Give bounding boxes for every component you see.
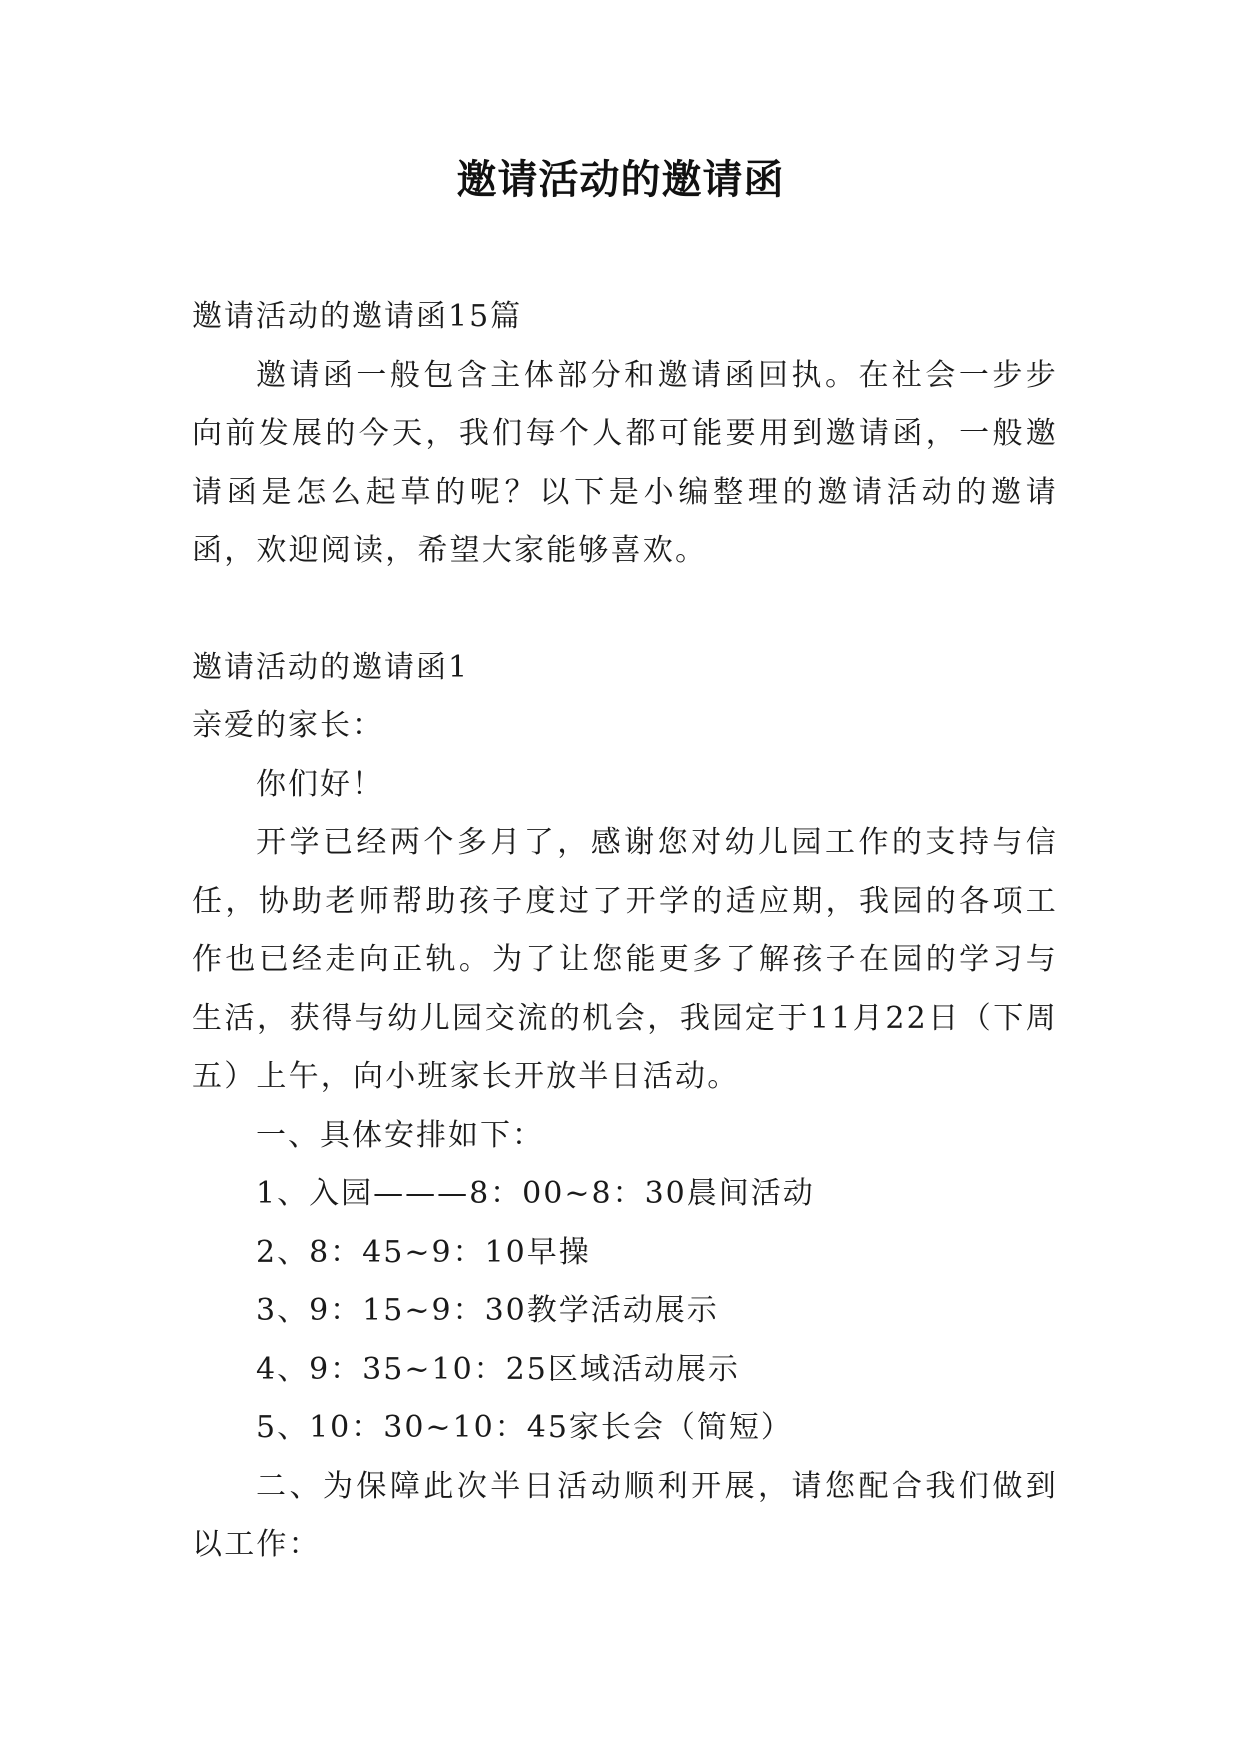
schedule-list xyxy=(192,1165,1058,1458)
schedule-item: 5、10：30~10：45家长会（简短） xyxy=(256,1410,793,1445)
schedule-item: 4、9：35~10：25区域活动展示 xyxy=(256,1351,740,1387)
section-heading: 邀请活动的邀请函1 xyxy=(192,649,470,685)
schedule-item: 3、9：15~9：30教学活动展示 xyxy=(256,1293,719,1328)
salutation: 亲爱的家长： xyxy=(192,708,384,743)
document-title: 邀请活动的邀请函 xyxy=(456,157,785,203)
closing-paragraph: 二、为保障此次半日活动顺利开展，请您配合我们做到以工作： xyxy=(192,1468,1058,1562)
section-spacer xyxy=(192,581,1058,639)
schedule-heading: 一、具体安排如下： xyxy=(256,1117,544,1153)
document-body xyxy=(192,288,1058,1575)
schedule-item: 1、入园———8：00~8：30晨间活动 xyxy=(256,1176,815,1211)
subtitle: 邀请活动的邀请函15篇 xyxy=(192,299,523,334)
body-paragraph: 开学已经两个多月了，感谢您对幼儿园工作的支持与信任，协助老师帮助孩子度过了开学的适应期，我园的各项工作也已经走向正轨。为了让您能更多了解孩子在园的学习与生活，获得与幼儿园交流的机会，我园定于11月22日（下周五）上午，向小班家长开放半日活动。 xyxy=(192,825,1058,1094)
intro-paragraph: 邀请函一般包含主体部分和邀请函回执。在社会一步步向前发展的今天，我们每个人都可能要用到邀请函，一般邀请函是怎么起草的呢？以下是小编整理的邀请活动的邀请函，欢迎阅读，希望大家能够喜欢。 xyxy=(192,357,1058,568)
schedule-item: 2、8：45~9：10早操 xyxy=(256,1234,591,1270)
greeting: 你们好！ xyxy=(256,766,384,802)
